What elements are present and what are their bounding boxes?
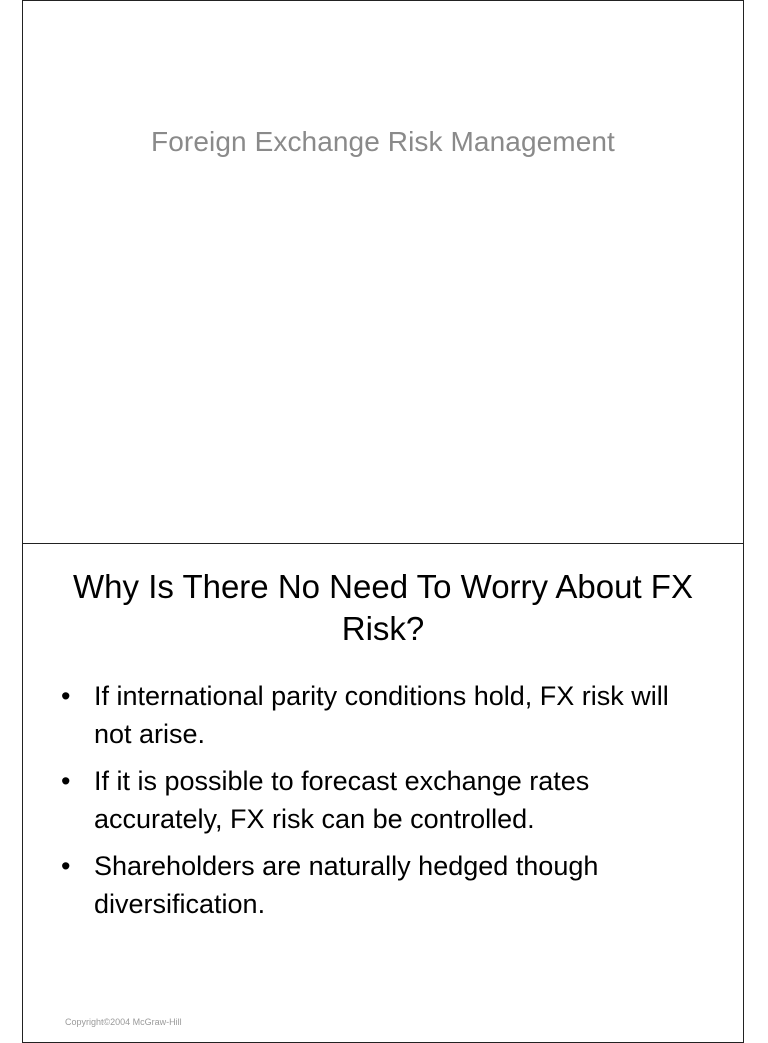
slide-title: Foreign Exchange Risk Management [151,126,615,157]
bullet-icon: • [61,766,71,796]
bullet-list [61,677,713,932]
bullet-item [61,762,713,838]
bullet-item [61,677,713,753]
bullet-text: If it is possible to forecast exchange rates accurately, FX risk can be controlled. [94,766,590,834]
bullet-icon: • [61,851,71,881]
bullet-item [61,847,713,923]
bullet-text: Shareholders are naturally hedged though diversification. [94,851,599,919]
slide-2 [22,543,744,1043]
copyright-footer: Copyright©2004 McGraw-Hill [65,1017,182,1027]
bullet-text: If international parity conditions hold, FX risk will not arise. [94,681,669,749]
slide-1 [22,0,744,544]
slide-heading: Why Is There No Need To Worry About FX Risk? [73,568,693,647]
bullet-icon: • [61,681,71,711]
